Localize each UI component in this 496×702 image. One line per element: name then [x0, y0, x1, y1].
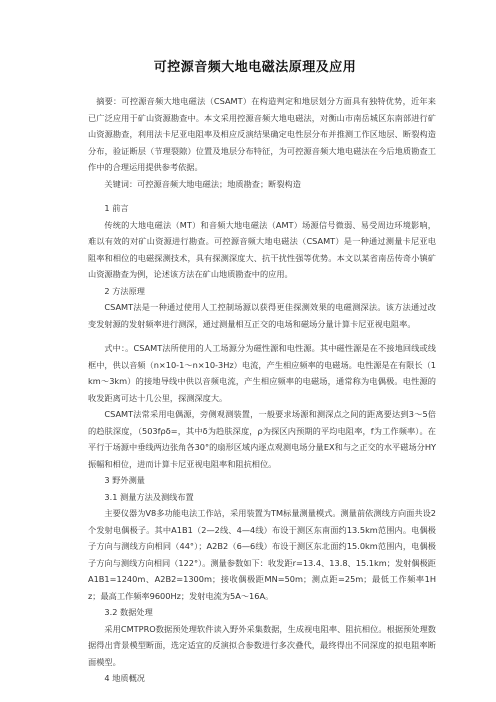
- subsection-heading-data-processing: 3.2 数据处理: [104, 607, 153, 617]
- subsection-heading-survey-layout: 3.1 测量方法及测线布置: [104, 491, 194, 502]
- method-paragraph-3: CSAMT法常采用电偶源，旁侧观测装置，一般要求场源和测深点之间的距离要达到3～5倍的趋肤深度，（503fρδ=，其中δ为趋肤深度，ρ为探区内预期的平均电阻率，f为工作频率）。在平行于场源中垂线两边张角各30°的扇形区域内逐点观测电场分量EX和与之正交的水平磁场分HY振幅和相位，进而计算卡尼亚视电阻率和阻抗相位。: [88, 409, 436, 469]
- data-processing-paragraph: 采用CMTPRO数据预处理软件读入野外采集数据，生成视电阻率、阻抗相位。根据预处理数据得出背景模型断面，选定适宜的反演拟合参数进行多次叠代，最终得出不同深度的拟电阻率断面模型。: [88, 623, 436, 667]
- section-heading-geology: 4 地质概况: [104, 673, 145, 683]
- introduction-paragraph: 传统的大地电磁法（MT）和音频大地电磁法（AMT）场源信号微弱、易受周边环境影响，难以有效的对矿山资源进行勘查。可控源音频大地电磁法（CSAMT）是一种通过测量卡尼亚电阻率和相位的电磁探测技术，具有探测深度大、抗干扰性强等优势。本文以某省南岳传奇小镇矿山资源勘查为例，论述该方法在矿山地质勘查中的应用。: [88, 219, 436, 279]
- survey-layout-paragraph: 主要仪器为V8多功能电法工作站，采用装置为TM标量测量模式。测量前依测线方向面共设2个发射电偶极子。其中A1B1（2—2线、4—4线）布设于测区东南面约13.5km范围内。电偶极子方向与测线方向相同（44°）；A2B2（6—6线）布设于测区东北面约15.0km范围内，电偶极子方向与测线方向相同（122°）。测量参数如下：收发距r=13.4、13.8、15.1km；发射偶极距A1B1=1240m、A2B2=1300m；接收偶极距MN=50m；测点距=25m；最低工作频率1Hz；最高工作频率9600Hz；发射电流为5A～16A。: [88, 508, 436, 601]
- keywords-line: 关键词：可控源音频大地电磁法；地质勘查；断裂构造: [104, 178, 301, 189]
- document-title: 可控源音频大地电磁法原理及应用: [153, 60, 357, 75]
- method-paragraph-2: 式中：。CSAMT法所使用的人工场源分为磁性源和电性源。其中磁性源是在不接地回线或线框中，供以音频（n×10-1～n×10-3Hz）电流，产生相应频率的电磁场。电性源是在有限长（1km～3km）的接地导线中供以音频电流，产生相应频率的电磁场，通常称为电偶极。电性源的收发距离可达十几公里，探测深度大。: [88, 343, 436, 403]
- abstract-paragraph: 摘要：可控源音频大地电磁法（CSAMT）在构造判定和地层划分方面具有独特优势，近年来已广泛应用于矿山资源勘查中。本文采用控源音频大地电磁法，对衡山市南岳城区东南部进行矿山资源勘查，利用法卡尼亚电阻率及相应反演结果确定电性层分布并推测工作区地层、断裂构造分布，验证断层（节理裂隙）位置及地层分布特征，为可控源音频大地电磁法在今后地质勘查工作中的合理运用提供参考依据。: [88, 96, 436, 172]
- section-heading-introduction: 1 前言: [104, 203, 129, 213]
- section-heading-field-survey: 3 野外测量: [104, 475, 145, 485]
- section-heading-method: 2 方法原理: [104, 285, 145, 296]
- method-paragraph-1: CSAMT法是一种通过使用人工控制场源以获得更佳探测效果的电磁测深法。该方法通过改变发射源的发射频率进行测深，通过测量相互正交的电场和磁场分量计算卡尼亚视电阻率。: [88, 302, 436, 329]
